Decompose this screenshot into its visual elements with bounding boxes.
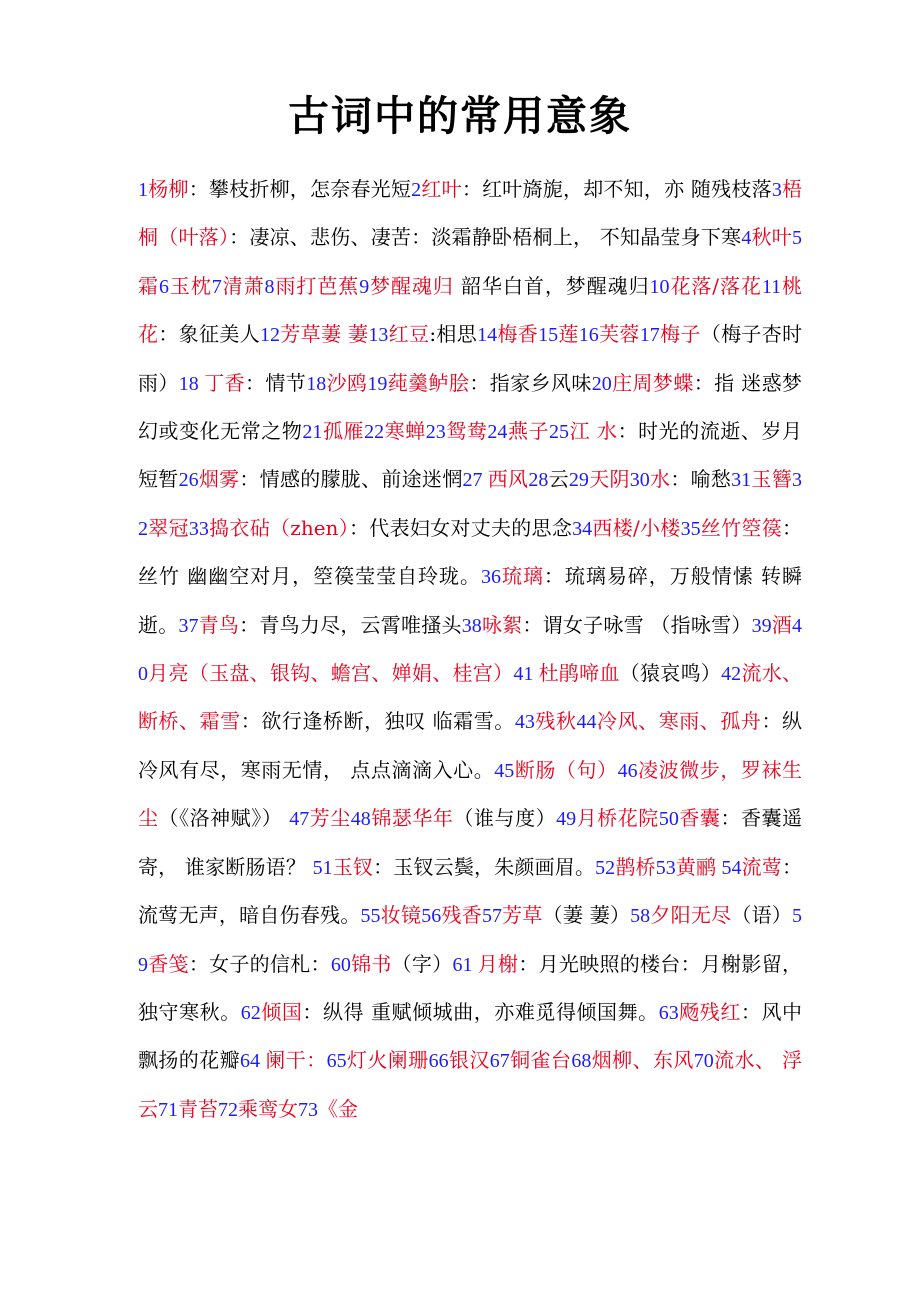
imagery-term: 残秋 [534, 709, 577, 734]
imagery-term: 丁香 [204, 370, 245, 395]
imagery-term: 花落/落花 [669, 273, 762, 298]
imagery-term: 铜雀台 [509, 1048, 572, 1073]
explanation-text: ：月光映照的楼台：月榭影留，独守寒秋。 [138, 951, 802, 1024]
imagery-term: 丝竹箜篌 [700, 515, 783, 540]
item-number: 55 [360, 905, 381, 928]
explanation-text: ：欲行逢桥断，独叹 临霜雪。 [240, 709, 515, 734]
imagery-term: 西楼/小楼 [592, 515, 681, 540]
item-number: 4 [741, 227, 752, 250]
item-number: 9 [359, 275, 370, 298]
imagery-term: 水 [649, 467, 671, 492]
imagery-term: 梧桐（叶落） [138, 177, 803, 250]
item-number: 10 [649, 275, 670, 298]
explanation-text: ：纵得 重赋倾城曲，亦难觅得倾国舞。 [302, 999, 659, 1024]
imagery-term: 霜 [138, 273, 159, 298]
item-number: 18 [306, 372, 327, 395]
imagery-term: 断肠（句） [514, 757, 618, 782]
imagery-term: 锦瑟华年 [370, 806, 454, 831]
item-number: 43 [514, 711, 535, 734]
item-number: 40 [138, 614, 803, 686]
imagery-term: 烟雾 [198, 467, 240, 492]
imagery-term: 江 水 [569, 419, 618, 444]
item-number: 72 [218, 1098, 238, 1121]
item-number: 27 [462, 469, 488, 492]
imagery-term: 寒蝉 [384, 419, 426, 444]
item-number: 64 [239, 1050, 266, 1073]
item-number: 2 [411, 179, 422, 201]
imagery-term: 阑干 [265, 1048, 307, 1073]
imagery-term: 琉璃 [500, 564, 544, 589]
explanation-text: （语） [731, 903, 793, 928]
imagery-term: 梅香 [497, 322, 539, 347]
explanation-text: ：青鸟力尽，云霄唯搔头 [239, 612, 462, 637]
item-number: 24 [487, 421, 508, 444]
imagery-term: 芳草萋 萋 [280, 322, 369, 347]
imagery-term: 锦书 [350, 951, 392, 976]
item-number: 16 [578, 324, 599, 347]
explanation-text: （谁与度） [453, 806, 557, 831]
imagery-term: 冷风、寒雨、孤舟 [596, 709, 762, 734]
item-number: 36 [480, 566, 501, 589]
imagery-term: 灯火阑珊 [346, 1048, 429, 1073]
item-number: 12 [260, 324, 280, 347]
item-number: 5 [792, 227, 803, 250]
item-number: 1 [138, 179, 148, 201]
item-number: 18 [178, 372, 205, 395]
imagery-term: ： [306, 1048, 327, 1073]
item-number: 20 [591, 372, 612, 395]
page-title: 古词中的常用意象 [288, 92, 632, 140]
imagery-term: 月榭 [477, 951, 519, 976]
item-number: 13 [368, 324, 389, 347]
imagery-term: 青鸟 [198, 612, 240, 637]
imagery-term: 梅子 [659, 322, 701, 347]
item-number: 30 [629, 469, 650, 492]
explanation-text: ：情节 [245, 370, 307, 395]
explanation-text: ：琉璃易碎，万般情愫 转瞬逝。 [138, 564, 803, 637]
item-number: 19 [367, 372, 388, 395]
explanation-text: ：玉钗云鬓，朱颜画眉。 [373, 854, 596, 879]
item-number: 47 [289, 808, 310, 831]
item-number: 66 [428, 1050, 449, 1073]
item-number: 48 [350, 808, 371, 831]
imagery-term: 凌波微步，罗袜生尘 [138, 757, 803, 831]
imagery-term: 杜鹃啼血 [538, 661, 620, 686]
item-number: 37 [178, 614, 199, 637]
imagery-term: 莼羹鲈脍 [387, 370, 470, 395]
explanation-text: ：情感的朦胧、前途迷惘 [239, 467, 463, 492]
item-number: 73 [298, 1098, 318, 1121]
imagery-term: 黄鹂 [675, 854, 717, 879]
explanation-text: ：香囊遥寄， 谁家断肠语？ [138, 806, 803, 879]
imagery-term: 香囊 [678, 806, 721, 831]
explanation-text: ：风中飘扬的花瓣 [138, 999, 803, 1073]
item-number: 67 [489, 1050, 510, 1073]
imagery-term: 清萧 [221, 273, 265, 298]
item-number: 51 [312, 856, 333, 879]
explanation-text: ：象征美人 [158, 322, 260, 347]
imagery-term: 西风 [487, 467, 529, 492]
imagery-term: 沙鸥 [326, 370, 368, 395]
imagery-term: 红叶 [421, 177, 462, 201]
explanation-text: :相思 [429, 322, 478, 347]
item-number: 60 [330, 953, 351, 976]
imagery-term: 乘鸾女 [238, 1096, 298, 1121]
item-number: 6 [158, 275, 169, 298]
item-number: 53 [655, 856, 676, 879]
explanation-text: ：时光的流逝、岁月短暂 [138, 419, 803, 492]
imagery-term: 捣衣砧（zhen） [208, 515, 349, 540]
imagery-term: 咏絮 [481, 612, 523, 637]
item-number: 39 [751, 614, 772, 637]
item-number: 50 [658, 808, 679, 831]
item-number: 31 [731, 469, 752, 492]
imagery-term: 天阴 [588, 467, 630, 492]
imagery-term: 残香 [441, 903, 482, 928]
explanation-text: ：指家乡风味 [469, 370, 592, 395]
item-number: 56 [421, 905, 442, 928]
item-number: 44 [576, 711, 597, 734]
item-number: 21 [302, 421, 323, 444]
item-number: 68 [571, 1050, 592, 1073]
item-number: 15 [538, 324, 559, 347]
item-number: 58 [630, 905, 651, 928]
explanation-text: 云 [548, 467, 569, 492]
imagery-term: 倾国 [260, 999, 303, 1024]
explanation-text: ：红叶旖旎，却不知，亦 随残枝落 [461, 177, 772, 201]
explanation-text: ：流莺无声，暗自伤春残。 [138, 854, 803, 928]
item-number: 11 [761, 275, 782, 298]
imagery-term: 红豆 [388, 322, 430, 347]
item-number: 62 [240, 1001, 261, 1024]
explanation-text: ：丝竹 幽幽空对月，箜篌莹莹自玲珑。 [138, 515, 803, 589]
item-number: 54 [716, 856, 742, 879]
item-number: 28 [528, 469, 549, 492]
imagery-term: 月亮（玉盘、银钩、蟾宫、婵娟、桂宫） [148, 661, 514, 686]
imagery-term: 流水、 浮云 [138, 1048, 803, 1121]
item-number: 29 [568, 469, 589, 492]
item-number: 23 [425, 421, 446, 444]
item-number: 57 [481, 905, 502, 928]
imagery-term: 鹊桥 [615, 854, 656, 879]
item-number: 45 [494, 759, 515, 782]
item-number: 22 [364, 421, 385, 444]
item-number: 32 [138, 469, 802, 540]
item-number: 42 [721, 663, 742, 686]
imagery-term: 孤雁 [322, 419, 365, 444]
item-number: 38 [461, 614, 482, 637]
imagery-term: 《金 [318, 1096, 358, 1121]
item-number: 59 [138, 905, 803, 976]
imagery-term: 飏残红 [678, 999, 741, 1024]
item-number: 34 [572, 517, 593, 540]
imagery-term: 梦醒魂归 [369, 273, 454, 298]
imagery-term: 玉枕 [168, 273, 212, 298]
body-paragraph [138, 166, 802, 1134]
explanation-text: ：凄凉、悲伤、凄苦：淡霜静卧梧桐上， 不知晶莹身下寒 [229, 225, 742, 250]
explanation-text: （猿哀鸣） [619, 661, 722, 686]
imagery-term: 月桥花院 [576, 806, 659, 831]
imagery-term: 香笺 [148, 951, 189, 976]
imagery-term: 流水、断桥、霜雪 [138, 661, 802, 734]
imagery-term: 杨柳 [148, 177, 189, 201]
imagery-term: 妆镜 [380, 903, 422, 928]
explanation-text: ：指 迷惑梦幻或变化无常之物 [138, 370, 803, 444]
imagery-term: 芳尘 [309, 806, 351, 831]
imagery-term: 玉簪 [751, 467, 792, 492]
explanation-text: （梅子杏时雨） [138, 322, 803, 395]
imagery-term: 莲 [558, 322, 579, 347]
imagery-term: 酒 [771, 612, 793, 637]
item-number: 7 [211, 275, 222, 298]
item-number: 26 [178, 469, 199, 492]
item-number: 35 [680, 517, 701, 540]
explanation-text: ：代表妇女对丈夫的思念 [349, 515, 573, 540]
explanation-text: （《洛神赋》） [158, 806, 290, 831]
imagery-term: 秋叶 [751, 225, 793, 250]
imagery-term: 玉钗 [332, 854, 374, 879]
item-number: 3 [771, 179, 782, 201]
explanation-text: （字） [391, 951, 453, 976]
item-number: 33 [188, 517, 209, 540]
imagery-term: 芙蓉 [598, 322, 640, 347]
item-number: 41 [513, 663, 539, 686]
imagery-term: 夕阳无尽 [650, 903, 732, 928]
explanation-text: ：喻愁 [670, 467, 732, 492]
imagery-term: 雨打芭蕉 [274, 273, 360, 298]
explanation-text: ：女子的信札： [188, 951, 331, 976]
item-number: 25 [549, 421, 570, 444]
imagery-term: 桃花 [138, 273, 803, 347]
item-number: 8 [264, 275, 275, 298]
explanation-text: ：谓女子咏雪 （指咏雪） [522, 612, 752, 637]
explanation-text: 韶华白首，梦醒魂归 [453, 273, 650, 298]
explanation-text: ：纵冷风有尽，寒雨无情， 点点滴滴入心。 [138, 709, 803, 782]
imagery-term: 青苔 [178, 1096, 218, 1121]
item-number: 70 [693, 1050, 714, 1073]
explanation-text: （萋 萋） [542, 903, 631, 928]
item-number: 17 [639, 324, 660, 347]
imagery-term: 燕子 [507, 419, 550, 444]
item-number: 52 [595, 856, 616, 879]
item-number: 14 [477, 324, 498, 347]
imagery-term: 流莺 [741, 854, 783, 879]
explanation-text: ：攀枝折柳，怎奈春光短 [188, 177, 412, 201]
item-number: 65 [326, 1050, 347, 1073]
imagery-term: 银汉 [448, 1048, 490, 1073]
item-number: 71 [158, 1098, 178, 1121]
imagery-term: 烟柳、东风 [591, 1048, 694, 1073]
item-number: 46 [617, 759, 638, 782]
item-number: 49 [556, 808, 577, 831]
imagery-term: 芳草 [501, 903, 543, 928]
item-number: 63 [658, 1001, 679, 1024]
item-number: 61 [452, 953, 478, 976]
imagery-term: 庄周梦蝶 [611, 370, 694, 395]
imagery-term: 鸳鸯 [445, 419, 488, 444]
imagery-term: 翠冠 [148, 515, 189, 540]
